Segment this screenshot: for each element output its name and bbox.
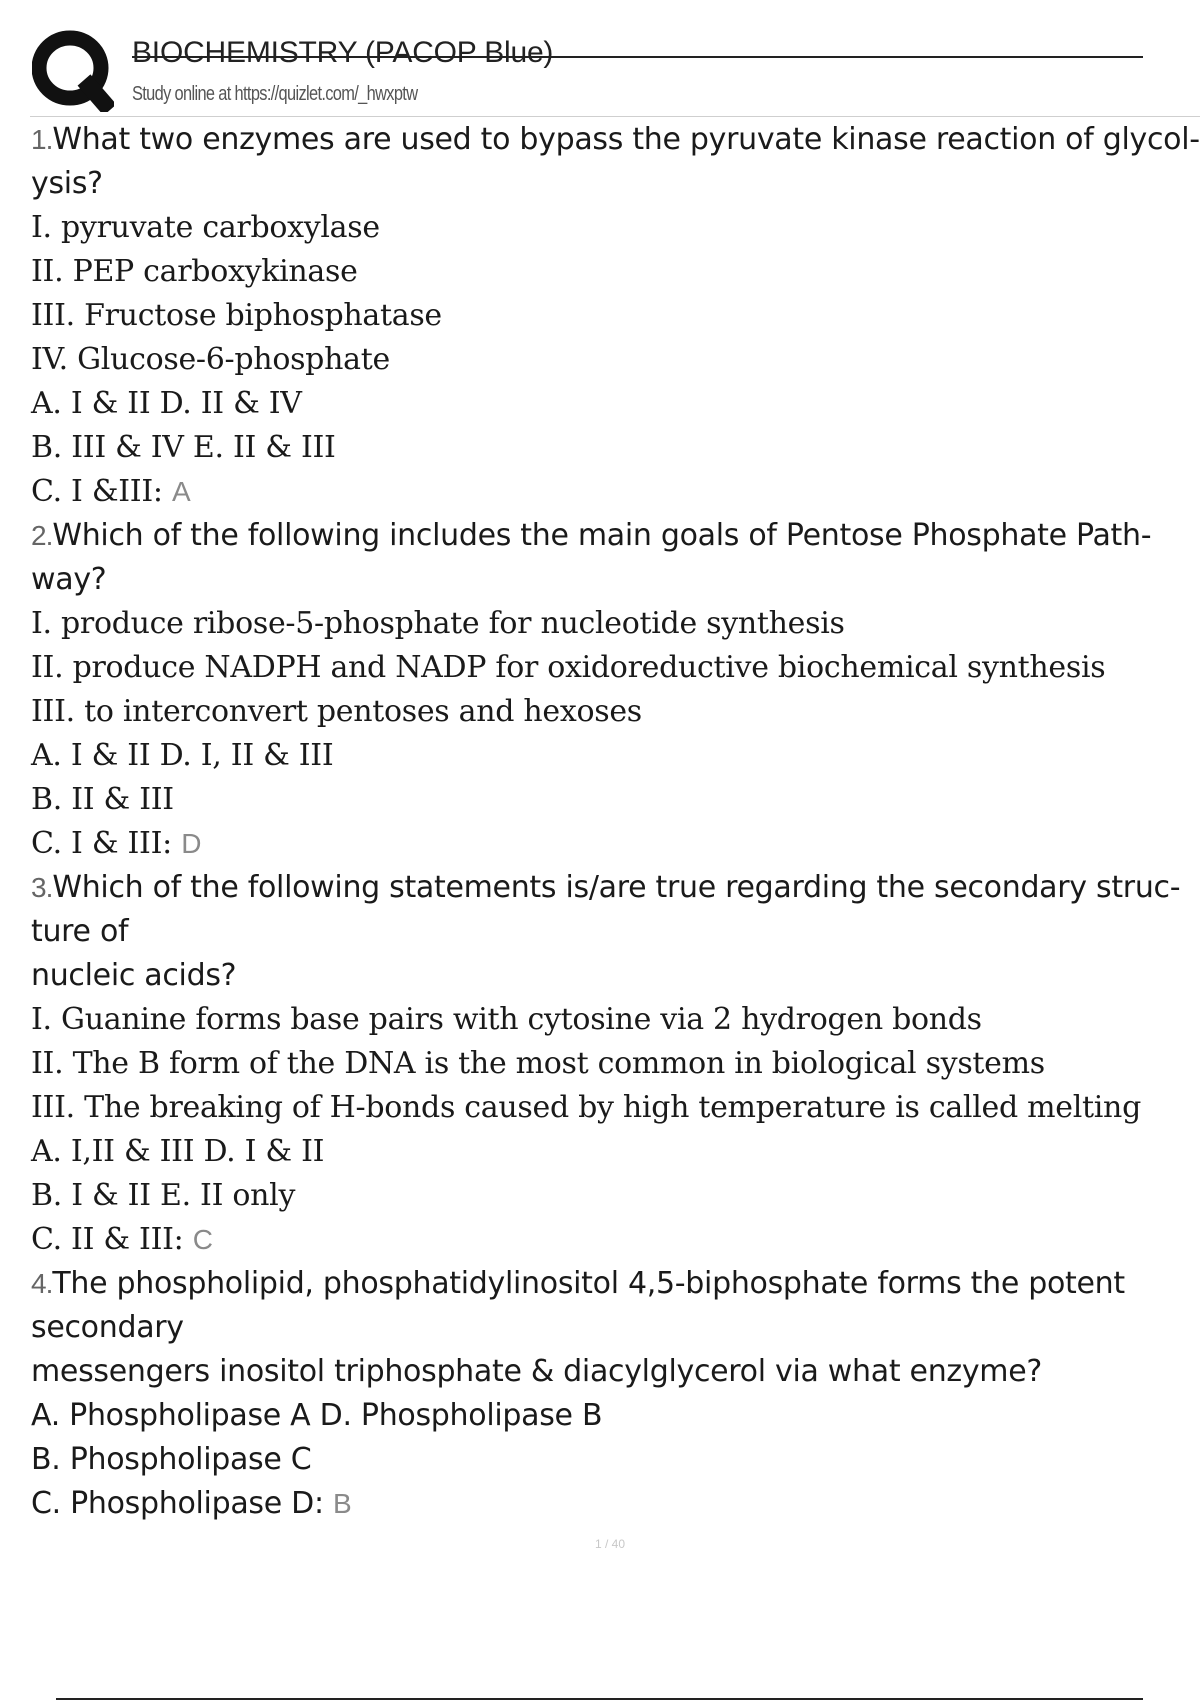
question-number: 3. <box>31 872 53 903</box>
option-line: A. I,II & III D. I & II <box>31 1134 325 1169</box>
option-line: IV. Glucose-6-phosphate <box>31 342 390 377</box>
question-text-line: way? <box>31 562 107 597</box>
question-text-line: ysis? <box>31 166 103 201</box>
document-title: BIOCHEMISTRY (PACOP Blue) <box>132 36 554 69</box>
question-3 <box>31 866 1200 1262</box>
option-line: A. I & II D. II & IV <box>31 386 302 421</box>
question-4 <box>31 1262 1200 1526</box>
option-line: I. Guanine forms base pairs with cytosine via 2 hydrogen bonds <box>31 1002 982 1037</box>
option-line: II. The B form of the DNA is the most common in biological systems <box>31 1046 1045 1081</box>
option-line-with-answer: C. I & III: D <box>31 826 202 861</box>
question-text-line: ture of <box>31 914 129 949</box>
study-online-link[interactable]: Study online at https://quizlet.com/_hwxptw <box>132 83 418 105</box>
page-number: 1 / 40 <box>594 1537 626 1551</box>
option-line: III. The breaking of H-bonds caused by high temperature is called melting <box>31 1090 1141 1125</box>
option-line: A. Phospholipase A D. Phospholipase B <box>31 1398 603 1433</box>
question-text-line: nucleic acids? <box>31 958 237 993</box>
option-line: B. Phospholipase C <box>31 1442 312 1477</box>
question-1 <box>31 118 1200 514</box>
question-list <box>31 118 1200 1526</box>
option-line: B. III & IV E. II & III <box>31 430 336 465</box>
page-header <box>0 0 1200 118</box>
option-line: I. pyruvate carboxylase <box>31 210 380 245</box>
question-number: 1. <box>31 124 53 155</box>
question-text-line: 2.Which of the following includes the main goals of Pentose Phosphate Path- <box>31 518 1152 553</box>
question-number: 2. <box>31 520 53 551</box>
quizlet-q-logo-icon <box>32 30 114 112</box>
option-line: A. I & II D. I, II & III <box>31 738 334 773</box>
question-text-line: secondary <box>31 1310 184 1345</box>
answer-key: C <box>192 1224 213 1255</box>
option-line: II. produce NADPH and NADP for oxidoreductive biochemical synthesis <box>31 650 1106 685</box>
question-text-line: 3.Which of the following statements is/are true regarding the secondary struc- <box>31 870 1181 905</box>
option-line: III. to interconvert pentoses and hexoses <box>31 694 642 729</box>
option-line: II. PEP carboxykinase <box>31 254 358 289</box>
answer-key: B <box>333 1488 352 1519</box>
question-text-line: 1.What two enzymes are used to bypass the pyruvate kinase reaction of glycol- <box>31 122 1200 157</box>
question-number: 4. <box>31 1268 53 1299</box>
option-line-with-answer: C. I &III: A <box>31 474 191 509</box>
answer-key: D <box>181 828 202 859</box>
question-2 <box>31 514 1200 866</box>
answer-key: A <box>171 476 191 507</box>
option-line: III. Fructose biphosphatase <box>31 298 442 333</box>
option-line: B. II & III <box>31 782 174 817</box>
question-text-line: messengers inositol triphosphate & diacylglycerol via what enzyme? <box>31 1354 1043 1389</box>
header-divider <box>30 116 1200 117</box>
option-line-with-answer: C. II & III: C <box>31 1222 213 1257</box>
option-line: I. produce ribose-5-phosphate for nucleotide synthesis <box>31 606 845 641</box>
option-line: B. I & II E. II only <box>31 1178 296 1213</box>
option-line-with-answer: C. Phospholipase D: B <box>31 1486 352 1521</box>
title-strikethrough-rule <box>132 56 1143 58</box>
question-text-line: 4.The phospholipid, phosphatidylinositol 4,5-biphosphate forms the potent <box>31 1266 1125 1301</box>
